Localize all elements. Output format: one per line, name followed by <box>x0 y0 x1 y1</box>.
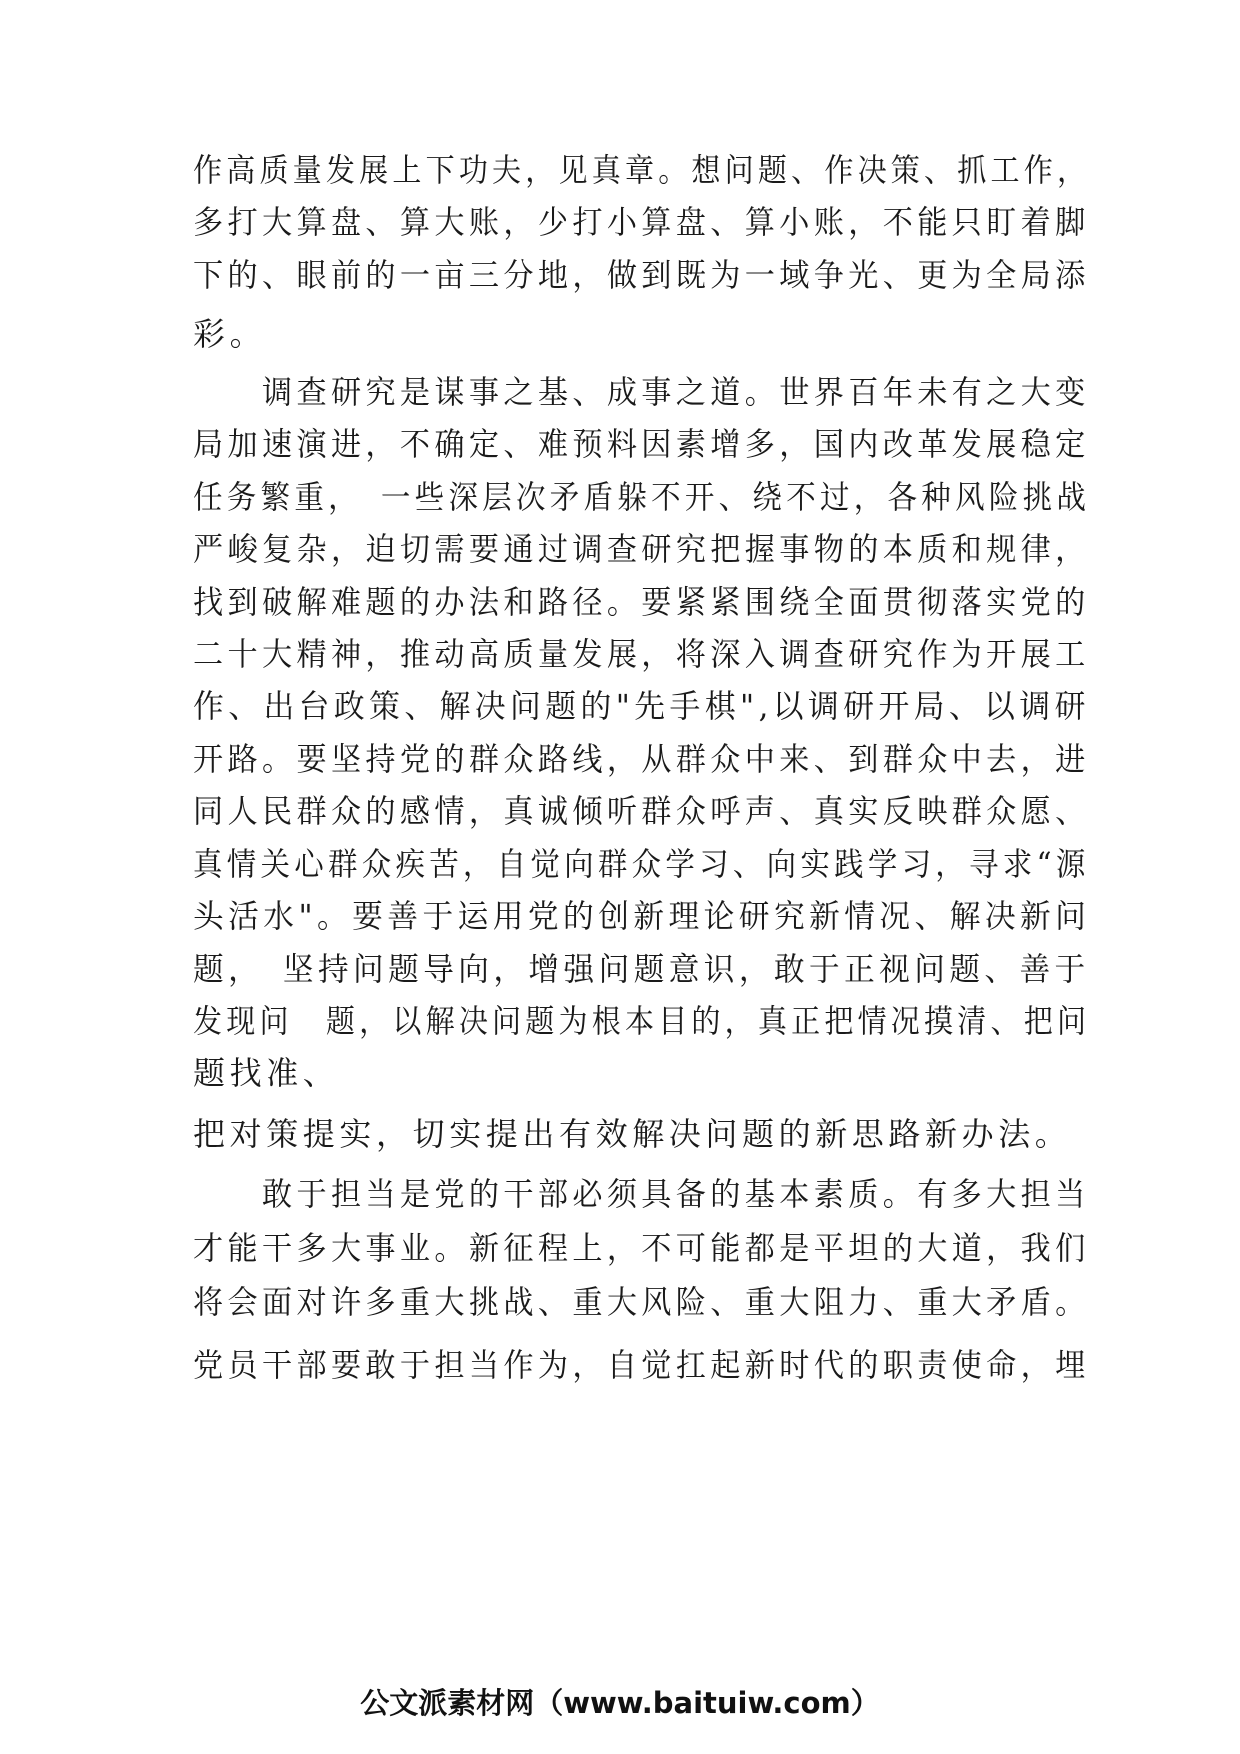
text-line: 彩。 <box>193 315 267 353</box>
text-line: 调查研究是谋事之基、成事之道。世界百年未有之大变 <box>193 373 1090 411</box>
text-line: 题找准、 <box>193 1054 340 1092</box>
text-line: 敢于担当是党的干部必须具备的基本素质。有多大担当 <box>193 1175 1090 1213</box>
text-line: 下的、眼前的一亩三分地，做到既为一域争光、更为全局添 <box>193 256 1090 294</box>
text-line: 把对策提实，切实提出有效解决问题的新思路新办法。 <box>193 1115 1072 1153</box>
footer-watermark: 公文派素材网（www.baituiw.com） <box>360 1686 880 1720</box>
text-line: 头活水"。要善于运用党的创新理论研究新情况、解决新问 <box>193 897 1091 935</box>
text-line: 严峻复杂，迫切需要通过调查研究把握事物的本质和规律， <box>193 530 1090 568</box>
text-line: 找到破解难题的办法和路径。要紧紧围绕全面贯彻落实党的 <box>193 583 1090 621</box>
text-line: 才能干多大事业。新征程上，不可能都是平坦的大道，我们 <box>193 1229 1090 1267</box>
text-line: 发现问 题，以解决问题为根本目的，真正把情况摸清、把问 <box>193 1002 1091 1040</box>
text-line: 题， 坚持问题导向，增强问题意识，敢于正视问题、善于 <box>193 950 1090 988</box>
text-line: 任务繁重， 一些深层次矛盾躲不开、绕不过，各种风险挑战 <box>193 478 1091 516</box>
text-line: 真情关心群众疾苦，自觉向群众学习、向实践学习，寻求“源 <box>193 845 1090 883</box>
text-line: 作、出台政策、解决问题的"先手棋",以调研开局、以调研 <box>193 687 1090 725</box>
text-line: 多打大算盘、算大账，少打小算盘、算小账，不能只盯着脚 <box>193 203 1090 241</box>
text-line: 同人民群众的感情，真诚倾听群众呼声、真实反映群众愿、 <box>193 792 1090 830</box>
text-line: 党员干部要敢于担当作为，自觉扛起新时代的职责使命，埋 <box>193 1346 1090 1384</box>
text-line: 将会面对许多重大挑战、重大风险、重大阻力、重大矛盾。 <box>193 1283 1090 1321</box>
text-line: 二十大精神，推动高质量发展，将深入调查研究作为开展工 <box>193 635 1090 673</box>
text-line: 开路。要坚持党的群众路线，从群众中来、到群众中去，进 <box>193 740 1090 778</box>
text-line: 局加速演进，不确定、难预料因素增多，国内改革发展稳定 <box>193 425 1090 463</box>
text-line: 作高质量发展上下功夫，见真章。想问题、作决策、抓工作， <box>193 151 1091 189</box>
